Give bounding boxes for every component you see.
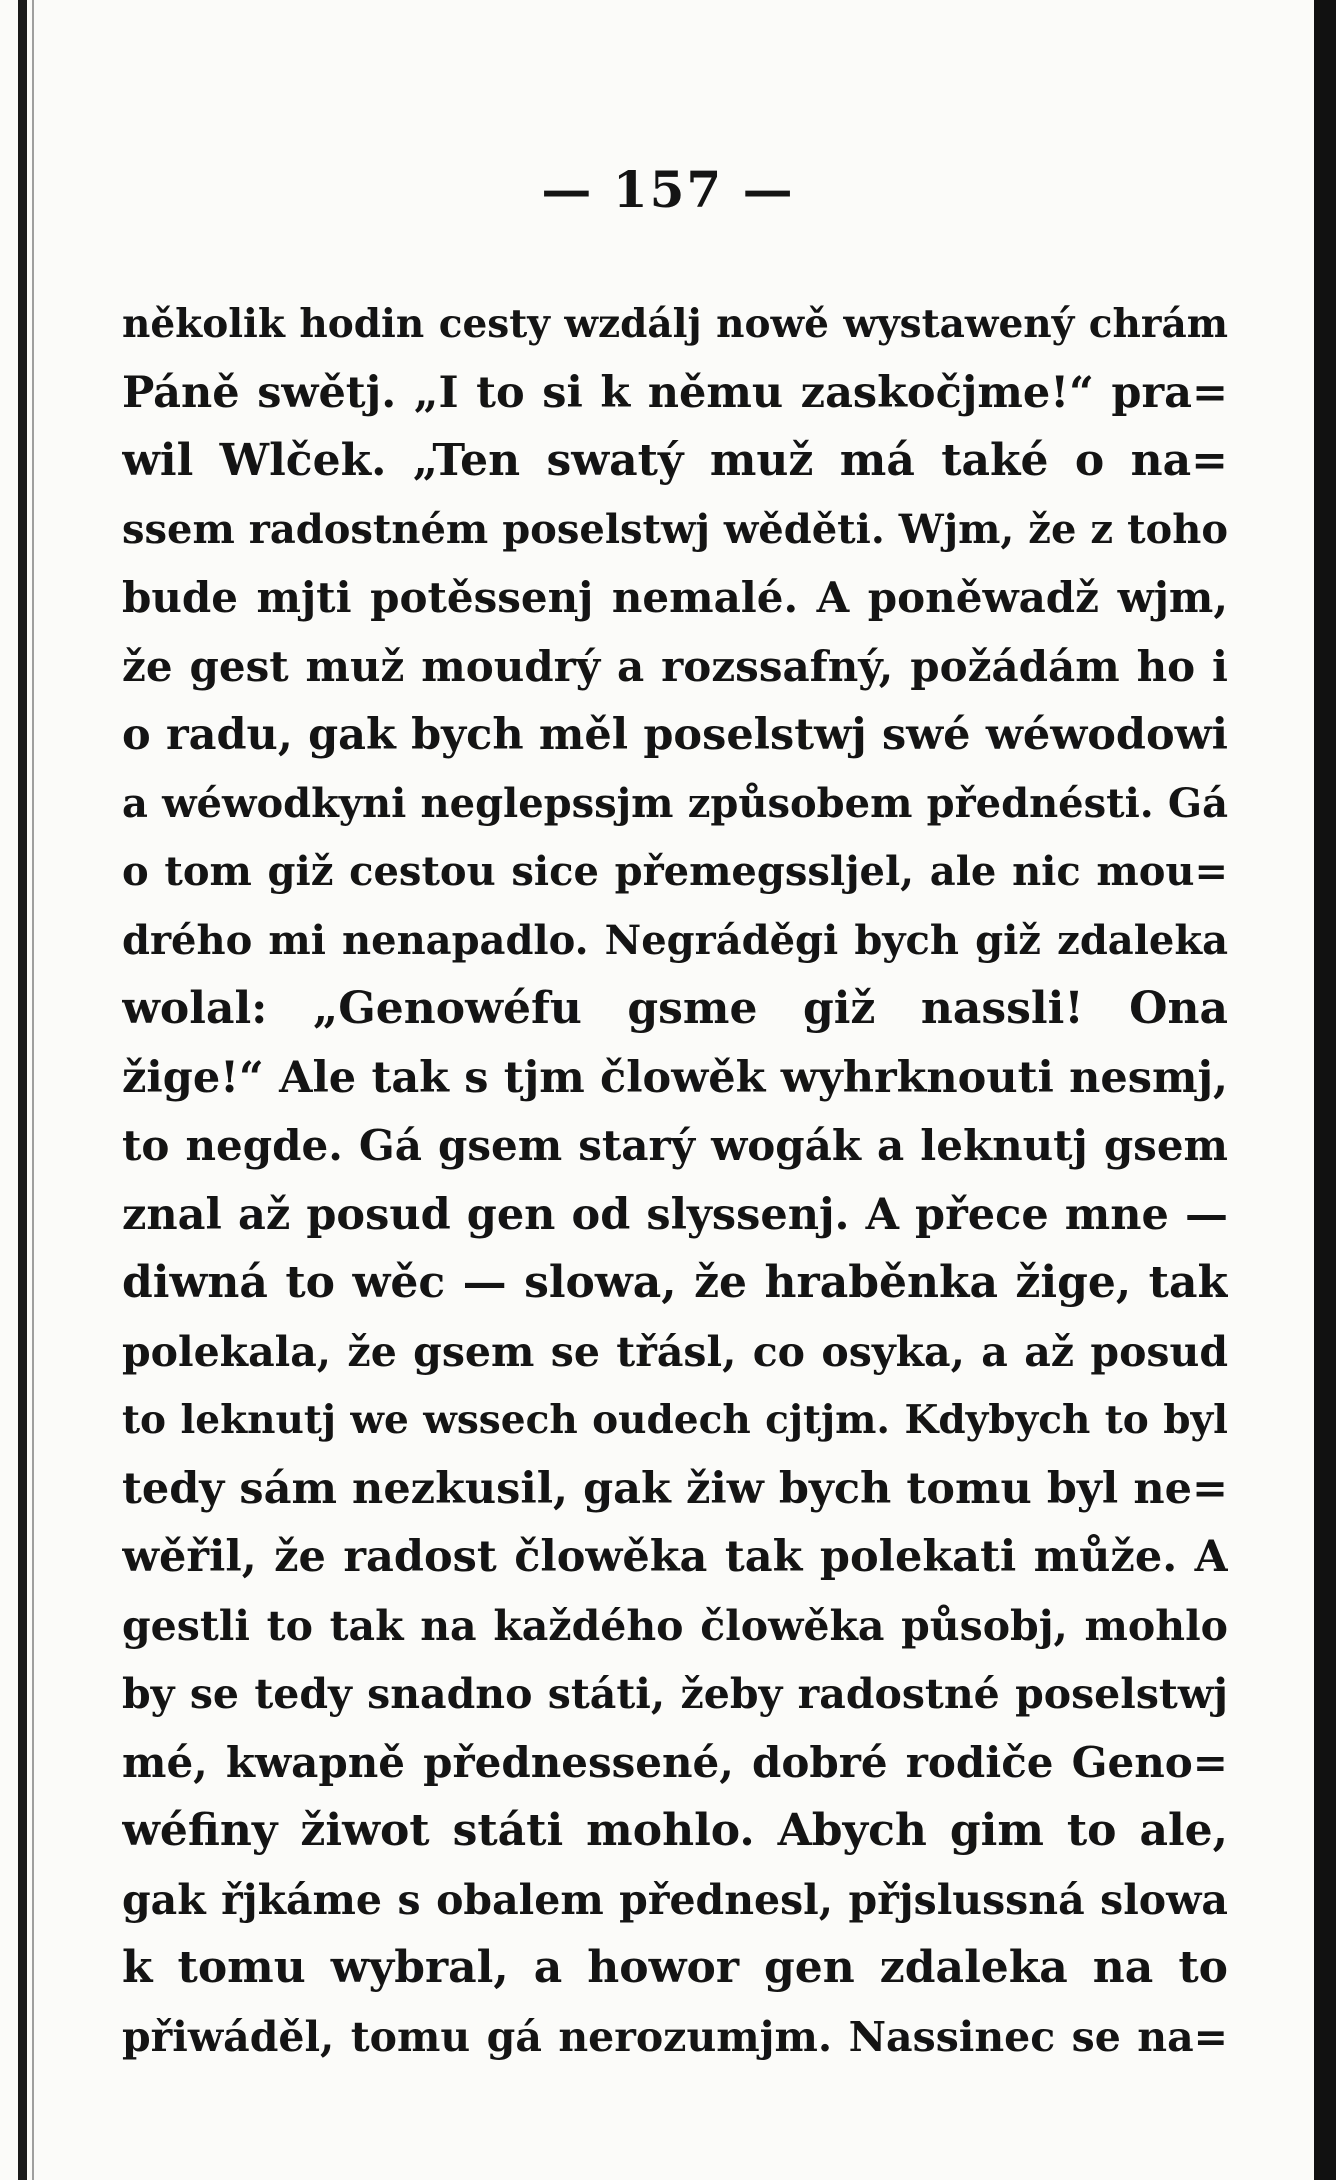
text-line: žige!“ Ale tak s tjm člowěk wyhrknouti nesmj, bbox=[122, 1052, 1228, 1103]
text-line: wil Wlček. „Ten swatý muž má také o na= bbox=[122, 435, 1228, 486]
text-line: k tomu wybral, a howor gen zdaleka na to bbox=[122, 1942, 1228, 1993]
text-line: to leknutj we wssech oudech cjtjm. Kdybych to byl bbox=[122, 1397, 1228, 1443]
text-line: a wéwodkyni neglepssjm způsobem přednésti. Gá bbox=[122, 779, 1228, 827]
text-line: drého mi nenapadlo. Negráděgi bych giž zdaleka bbox=[122, 916, 1228, 964]
text-line: tedy sám nezkusil, gak žiw bych tomu byl ne= bbox=[122, 1463, 1228, 1514]
text-line: o tom giž cestou sice přemegssljel, ale nic mou= bbox=[122, 848, 1228, 895]
text-line: diwná to wěc — slowa, že hraběnka žige, tak bbox=[122, 1257, 1228, 1308]
scan-right-edge bbox=[1314, 0, 1336, 2180]
text-line: ssem radostném poselstwj wěděti. Wjm, že z toho bbox=[122, 505, 1228, 553]
text-line: že gest muž moudrý a rozssafný, požádám ho i bbox=[122, 641, 1228, 691]
text-line: přiwáděl, tomu gá nerozumjm. Nassinec se na= bbox=[122, 2012, 1228, 2061]
text-line: Páně swětj. „I to si k němu zaskočjme!“ pra= bbox=[122, 367, 1228, 418]
scan-left-edge bbox=[18, 0, 27, 2180]
text-line: by se tedy snadno státi, žeby radostné poselstwj bbox=[122, 1670, 1228, 1718]
text-line: mé, kwapně přednessené, dobré rodiče Geno= bbox=[122, 1737, 1228, 1787]
text-line: polekala, že gsem se třásl, co osyka, a až posud bbox=[122, 1327, 1228, 1376]
body-text bbox=[122, 290, 1228, 2071]
scan-left-edge-shadow bbox=[32, 0, 34, 2180]
text-line: gestli to tak na každého člowěka působj, mohlo bbox=[122, 1601, 1228, 1650]
text-line: o radu, gak bych měl poselstwj swé wéwodowi bbox=[122, 710, 1228, 760]
text-line: wěřil, že radost člowěka tak polekati může. A bbox=[122, 1532, 1228, 1582]
text-line: několik hodin cesty wzdálj nowě wystawený chrám bbox=[122, 301, 1228, 347]
text-line: bude mjti potěssenj nemalé. A poněwadž wjm, bbox=[122, 573, 1228, 622]
text-line: gak řjkáme s obalem přednesl, přjslussná slowa bbox=[122, 1875, 1228, 1924]
text-line: znal až posud gen od slyssenj. A přece mne — bbox=[122, 1189, 1228, 1240]
page-number: — 157 — bbox=[541, 160, 795, 219]
text-line: to negde. Gá gsem starý wogák a leknutj gsem bbox=[122, 1121, 1228, 1170]
text-line: wéfiny žiwot státi mohlo. Abych gim to ale, bbox=[122, 1805, 1228, 1856]
text-line: wolal: „Genowéfu gsme giž nassli! Ona bbox=[122, 983, 1228, 1034]
